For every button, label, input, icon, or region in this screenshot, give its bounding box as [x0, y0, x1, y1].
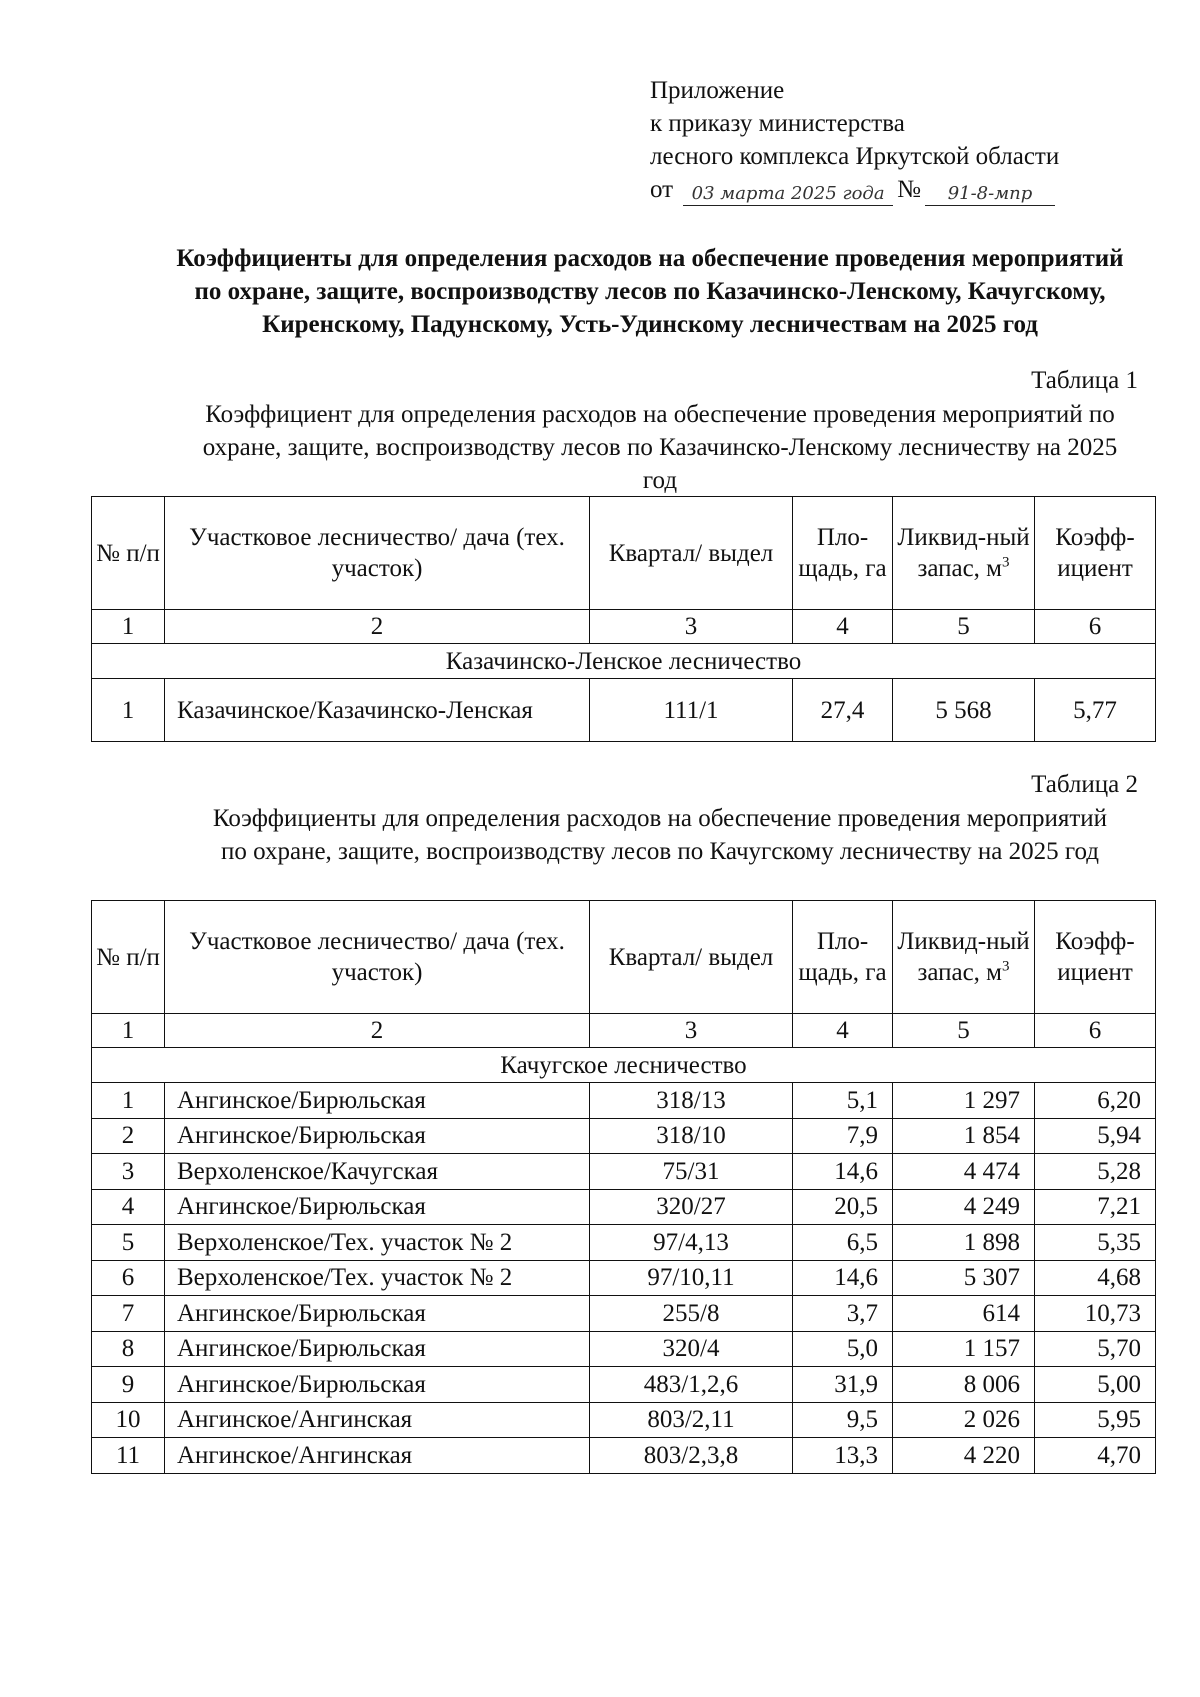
cell-site: Ангинское/Ангинская: [165, 1438, 590, 1474]
cell-block: 803/2,3,8: [590, 1438, 793, 1474]
cell-site: Ангинское/Бирюльская: [165, 1367, 590, 1403]
col-index: 4: [793, 1014, 893, 1048]
col-index: 2: [165, 1014, 590, 1048]
cell-area: 27,4: [793, 679, 893, 742]
table1-header-row: [92, 497, 1156, 610]
table-row: [92, 1367, 1156, 1403]
cell-block: 255/8: [590, 1296, 793, 1332]
col-index: 4: [793, 610, 893, 644]
header-stock: [893, 497, 1035, 610]
cell-area: 5,1: [793, 1083, 893, 1119]
header-site: Участковое лесничество/ дача (тех. участок): [165, 497, 590, 610]
table1-column-numbers: [92, 610, 1156, 644]
cell-area: 9,5: [793, 1402, 893, 1438]
col-index: 5: [893, 1014, 1035, 1048]
appendix-line-2: к приказу министерства: [650, 110, 905, 137]
header-stock: [893, 901, 1035, 1014]
cell-area: 13,3: [793, 1438, 893, 1474]
cell-number: 5: [92, 1225, 165, 1261]
cell-stock: 1 898: [893, 1225, 1035, 1261]
header-stock-text: Ликвид-ный запас, м: [897, 928, 1030, 986]
cell-area: 20,5: [793, 1189, 893, 1225]
table-row: [92, 1154, 1156, 1190]
cell-coef: 4,68: [1035, 1260, 1156, 1296]
table2-label: Таблица 2: [1031, 771, 1138, 798]
col-index: 2: [165, 610, 590, 644]
cell-number: 1: [92, 1083, 165, 1119]
document-title: Коэффициенты для определения расходов на обеспечение проведения мероприятий по охране, защите, воспроизводству лесов по Казачинско-Ленскому, Качугскому, Киренскому, Падунскому, Усть-Удинскому лесничествам на 2025 год: [176, 245, 1124, 338]
col-index: 3: [590, 610, 793, 644]
header-stock-sup: 3: [1002, 958, 1010, 975]
header-block: Квартал/ выдел: [590, 901, 793, 1014]
table2-column-numbers: [92, 1014, 1156, 1048]
header-area: Пло-щадь, га: [793, 497, 893, 610]
table2-caption: Коэффициенты для определения расходов на обеспечение проведения мероприятий по охране, защите, воспроизводству лесов по Качугскому лесничеству на 2025 год: [212, 805, 1108, 865]
cell-stock: 5 568: [893, 679, 1035, 742]
cell-site: Ангинское/Бирюльская: [165, 1331, 590, 1367]
table2-header-row: [92, 901, 1156, 1014]
cell-number: 6: [92, 1260, 165, 1296]
cell-number: 8: [92, 1331, 165, 1367]
table2-body: [92, 1083, 1156, 1474]
table1: [91, 496, 1156, 742]
cell-stock: 8 006: [893, 1367, 1035, 1403]
cell-coef: 7,21: [1035, 1189, 1156, 1225]
cell-stock: 1 854: [893, 1118, 1035, 1154]
cell-site: Ангинское/Бирюльская: [165, 1118, 590, 1154]
cell-block: 75/31: [590, 1154, 793, 1190]
cell-number: 10: [92, 1402, 165, 1438]
cell-area: 3,7: [793, 1296, 893, 1332]
table-row: [92, 1189, 1156, 1225]
col-index: 6: [1035, 1014, 1156, 1048]
cell-block: 97/10,11: [590, 1260, 793, 1296]
cell-coef: 6,20: [1035, 1083, 1156, 1119]
cell-area: 14,6: [793, 1260, 893, 1296]
col-index: 1: [92, 1014, 165, 1048]
cell-block: 320/27: [590, 1189, 793, 1225]
order-date-number: [650, 173, 1059, 206]
cell-stock: 5 307: [893, 1260, 1035, 1296]
cell-number: 3: [92, 1154, 165, 1190]
cell-number: 11: [92, 1438, 165, 1474]
header-number: № п/п: [92, 497, 165, 610]
appendix-block: [650, 74, 1059, 206]
cell-stock: 614: [893, 1296, 1035, 1332]
section-title: Качугское лесничество: [92, 1048, 1156, 1083]
header-area: Пло-щадь, га: [793, 901, 893, 1014]
cell-stock: 4 249: [893, 1189, 1035, 1225]
cell-coef: 5,35: [1035, 1225, 1156, 1261]
table-row: [92, 1331, 1156, 1367]
number-label: №: [897, 176, 921, 203]
table-row: [92, 1260, 1156, 1296]
cell-number: 2: [92, 1118, 165, 1154]
header-site: Участковое лесничество/ дача (тех. участок): [165, 901, 590, 1014]
cell-area: 5,0: [793, 1331, 893, 1367]
cell-site: Верхоленское/Тех. участок № 2: [165, 1225, 590, 1261]
appendix-line-1: Приложение: [650, 77, 785, 104]
table1-section-row: [92, 644, 1156, 679]
cell-block: 320/4: [590, 1331, 793, 1367]
cell-site: Ангинское/Бирюльская: [165, 1296, 590, 1332]
handwritten-date: 03 марта 2025 года: [683, 183, 893, 206]
header-number: № п/п: [92, 901, 165, 1014]
table-row: [92, 679, 1156, 742]
cell-stock: 1 297: [893, 1083, 1035, 1119]
cell-number: 4: [92, 1189, 165, 1225]
cell-coef: 5,00: [1035, 1367, 1156, 1403]
cell-site: Казачинское/Казачинско-Ленская: [165, 679, 590, 742]
cell-number: 9: [92, 1367, 165, 1403]
table-row: [92, 1225, 1156, 1261]
cell-stock: 4 220: [893, 1438, 1035, 1474]
handwritten-number: 91-8-мпр: [925, 183, 1055, 206]
col-index: 1: [92, 610, 165, 644]
cell-area: 7,9: [793, 1118, 893, 1154]
col-index: 3: [590, 1014, 793, 1048]
table-row: [92, 1402, 1156, 1438]
header-coef: Коэфф-ициент: [1035, 497, 1156, 610]
cell-coef: 5,70: [1035, 1331, 1156, 1367]
cell-coef: 5,95: [1035, 1402, 1156, 1438]
table-row: [92, 1083, 1156, 1119]
header-stock-sup: 3: [1002, 554, 1010, 571]
cell-site: Верхоленское/Качугская: [165, 1154, 590, 1190]
table1-label: Таблица 1: [1031, 367, 1138, 394]
section-title: Казачинско-Ленское лесничество: [92, 644, 1156, 679]
appendix-line-3: лесного комплекса Иркутской области: [650, 143, 1060, 170]
cell-site: Ангинское/Ангинская: [165, 1402, 590, 1438]
cell-block: 803/2,11: [590, 1402, 793, 1438]
cell-block: 483/1,2,6: [590, 1367, 793, 1403]
table-row: [92, 1118, 1156, 1154]
table1-caption: Коэффициент для определения расходов на обеспечение проведения мероприятий по охране, защите, воспроизводству лесов по Казачинско-Ленскому лесничеству на 2025 год: [202, 401, 1118, 494]
cell-coef: 10,73: [1035, 1296, 1156, 1332]
table-row: [92, 1296, 1156, 1332]
cell-number: 7: [92, 1296, 165, 1332]
cell-stock: 4 474: [893, 1154, 1035, 1190]
cell-coef: 4,70: [1035, 1438, 1156, 1474]
cell-site: Верхоленское/Тех. участок № 2: [165, 1260, 590, 1296]
table2: [91, 900, 1156, 1474]
table2-section-row: [92, 1048, 1156, 1083]
header-coef: Коэфф-ициент: [1035, 901, 1156, 1014]
cell-coef: 5,77: [1035, 679, 1156, 742]
col-index: 5: [893, 610, 1035, 644]
cell-block: 97/4,13: [590, 1225, 793, 1261]
header-stock-text: Ликвид-ный запас, м: [897, 524, 1030, 582]
cell-number: 1: [92, 679, 165, 742]
table-row: [92, 1438, 1156, 1474]
cell-block: 318/13: [590, 1083, 793, 1119]
from-label: от: [650, 176, 674, 203]
cell-site: Ангинское/Бирюльская: [165, 1083, 590, 1119]
cell-stock: 2 026: [893, 1402, 1035, 1438]
cell-site: Ангинское/Бирюльская: [165, 1189, 590, 1225]
cell-area: 31,9: [793, 1367, 893, 1403]
cell-area: 14,6: [793, 1154, 893, 1190]
cell-stock: 1 157: [893, 1331, 1035, 1367]
cell-block: 111/1: [590, 679, 793, 742]
cell-block: 318/10: [590, 1118, 793, 1154]
cell-coef: 5,94: [1035, 1118, 1156, 1154]
cell-coef: 5,28: [1035, 1154, 1156, 1190]
header-block: Квартал/ выдел: [590, 497, 793, 610]
cell-area: 6,5: [793, 1225, 893, 1261]
col-index: 6: [1035, 610, 1156, 644]
